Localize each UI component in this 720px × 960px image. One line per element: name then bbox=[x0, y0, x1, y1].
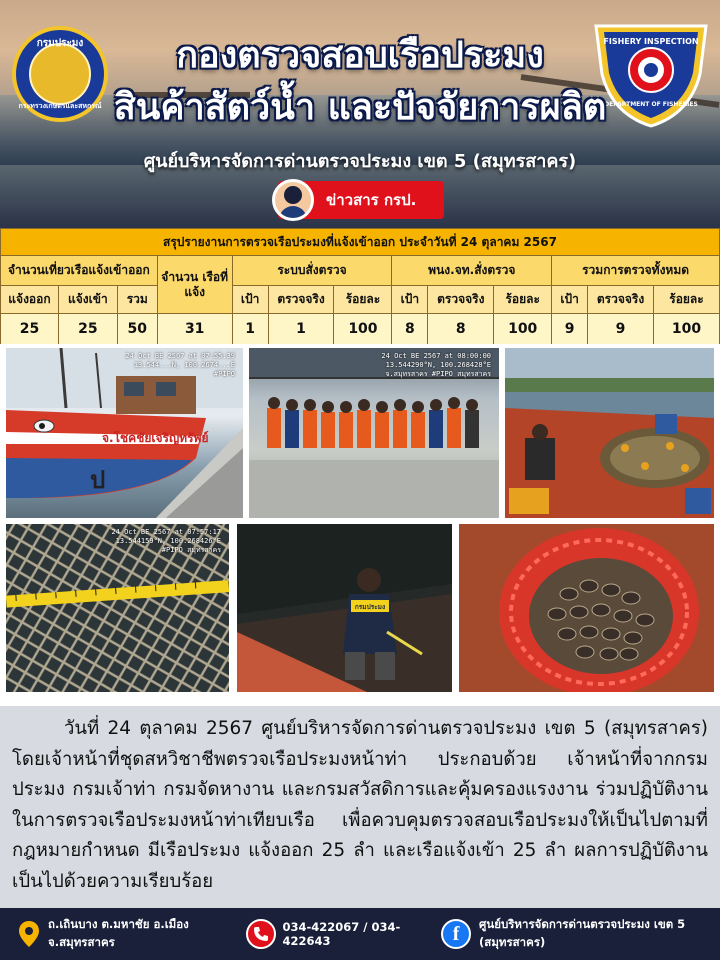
subheader-system-target: เป้า bbox=[232, 286, 268, 314]
value-system-percent: 100 bbox=[334, 314, 392, 345]
value-total-percent: 100 bbox=[654, 314, 720, 345]
phone-icon[interactable] bbox=[246, 919, 276, 949]
value-total-target: 9 bbox=[552, 314, 588, 345]
photo-timestamp: 24 Oct BE 2567 at 07:57:17 13.544159°N, 100.268426°E #PIPO สมุทรสาคร bbox=[111, 528, 221, 554]
footer-address: ถ.เถินบาง ต.มหาชัย อ.เมือง จ.สมุทรสาคร bbox=[48, 917, 189, 949]
value-officer-actual: 8 bbox=[428, 314, 494, 345]
news-badge-label: ข่าวสาร กรป. bbox=[326, 191, 417, 209]
photo-collage bbox=[0, 344, 720, 706]
shellfish-basket-image bbox=[459, 524, 714, 692]
photo-fishing-boat bbox=[6, 348, 243, 518]
inspection-summary-table bbox=[0, 228, 720, 345]
photo-shellfish-basket bbox=[459, 524, 714, 692]
page-title-line2: สินค้าสัตว์น้ำ และปัจจัยการผลิต bbox=[113, 87, 607, 128]
news-body-text: วันที่ 24 ตุลาคม 2567 ศูนย์บริหารจัดการด่านตรวจประมง เขต 5 (สมุทรสาคร) โดยเจ้าหน้าที่ชุดสหวิชาชีพตรวจเรือประมงหน้าท่า ประกอบด้วย เจ้าหน้าที่จากกรมประมง กรมเจ้าท่า กรมจัดหางาน และกรมสวัสดิการและคุ้มครองแรงงาน ร่วมปฏิบัติงานในการตรวจเรือประมงหน้าท่าเทียบเรือ เพื่อควบคุมตรวจสอบเรือประมงให้เป็นไปตามที่กฎหมายกำหนด มีเรือประมง แจ้งออก 25 ลำ และเรือแจ้งเข้า 25 ลำ ผลการปฏิบัติงานเป็นไปด้วยความเรียบร้อย bbox=[0, 706, 720, 908]
photo-timestamp: 24 Oct BE 2567 at 07:55:39 13.544...N, 100.2674...E #PIPO bbox=[125, 352, 235, 378]
subheader-out: แจ้งออก bbox=[1, 286, 59, 314]
subheader-system-actual: ตรวจจริง bbox=[268, 286, 334, 314]
header-trips: จำนวนเที่ยวเรือแจ้งเข้าออก bbox=[1, 256, 158, 286]
header-system: ระบบสั่งตรวจ bbox=[232, 256, 392, 286]
value-system-actual: 1 bbox=[268, 314, 334, 345]
page-subtitle: ศูนย์บริหารจัดการด่านตรวจประมง เขต 5 (สมุทรสาคร) bbox=[143, 151, 577, 172]
subheader-officer-actual: ตรวจจริง bbox=[428, 286, 494, 314]
subheader-system-percent: ร้อยละ bbox=[334, 286, 392, 314]
table-title: สรุปรายงานการตรวจเรือประมงที่แจ้งเข้าออก ประจำวันที่ 24 ตุลาคม 2567 bbox=[1, 229, 720, 256]
deck-nets-image bbox=[505, 348, 714, 518]
boat-hull-mark: ป bbox=[90, 466, 106, 494]
value-officer-target: 8 bbox=[392, 314, 428, 345]
value-boats: 31 bbox=[157, 314, 232, 345]
vest-label: กรมประมง bbox=[354, 603, 386, 611]
header-officer: พนง.จท.สั่งตรวจ bbox=[392, 256, 552, 286]
badge-text-bottom: DEPARTMENT OF FISHERIES bbox=[604, 101, 698, 108]
photo-timestamp: 24 Oct BE 2567 at 08:00:00 13.544290°N, 100.268428°E จ.สมุทรสาคร #PIPO สมุทรสาคร bbox=[381, 352, 491, 378]
logo-text-bottom: กระทรวงเกษตรและสหกรณ์ bbox=[18, 102, 102, 110]
news-badge bbox=[278, 181, 444, 219]
subheader-in: แจ้งเข้า bbox=[58, 286, 117, 314]
reporter-avatar-icon bbox=[272, 179, 314, 221]
header-banner bbox=[0, 0, 720, 228]
footer-facebook-page[interactable]: ศูนย์บริหารจัดการด่านตรวจประมง เขต 5 (สมุทรสาคร) bbox=[479, 917, 686, 949]
boat-name-label: จ.โชคชัยเจริญทรัพย์ bbox=[102, 431, 209, 445]
photo-net-mesh bbox=[6, 524, 229, 692]
logo-text-top: กรมประมง bbox=[36, 38, 84, 49]
subheader-officer-target: เป้า bbox=[392, 286, 428, 314]
facebook-icon[interactable]: f bbox=[441, 919, 471, 949]
value-officer-percent: 100 bbox=[494, 314, 552, 345]
header-total: รวมการตรวจทั้งหมด bbox=[552, 256, 720, 286]
footer-phone[interactable]: 034-422067 / 034-422643 bbox=[282, 920, 401, 948]
subheader-officer-percent: ร้อยละ bbox=[494, 286, 552, 314]
photo-officer-inspecting bbox=[237, 524, 452, 692]
subheader-total-percent: ร้อยละ bbox=[654, 286, 720, 314]
footer-contact-bar bbox=[0, 908, 720, 960]
value-out: 25 bbox=[1, 314, 59, 345]
value-sum: 50 bbox=[117, 314, 157, 345]
value-system-target: 1 bbox=[232, 314, 268, 345]
value-total-actual: 9 bbox=[588, 314, 654, 345]
subheader-total-actual: ตรวจจริง bbox=[588, 286, 654, 314]
location-pin-icon bbox=[14, 919, 44, 949]
officer-inspecting-image bbox=[237, 524, 452, 692]
subheader-total-target: เป้า bbox=[552, 286, 588, 314]
page-title-line1: กองตรวจสอบเรือประมง bbox=[176, 35, 544, 76]
photo-deck-nets bbox=[505, 348, 714, 518]
header-boats: จำนวน เรือที่แจ้ง bbox=[157, 256, 232, 314]
photo-inspection-team bbox=[249, 348, 499, 518]
value-in: 25 bbox=[58, 314, 117, 345]
subheader-sum: รวม bbox=[117, 286, 157, 314]
badge-text-top: FISHERY INSPECTION bbox=[603, 37, 699, 46]
table-row bbox=[1, 314, 720, 345]
